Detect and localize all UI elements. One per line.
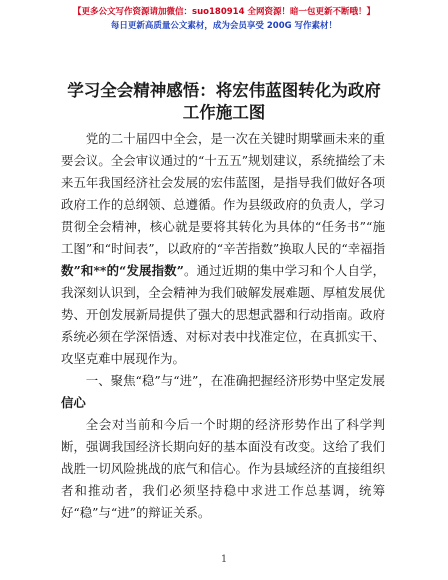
section-heading-1-text: 一、聚焦“稳”与“进”，在准确把握经济形势中坚定发展 [85, 373, 385, 388]
paragraph-1-text-b: 。通过近期的集中学习和个人自学，我深刻认识到，全会精神为我们破解发展难题、厚植发展优势、开创发展新局提供了强大的思想武器和行动指南。政府系统必须在学深悟透、对标对表中找准定位，在真抓实干、攻坚克难中展现作为。 [61, 263, 385, 366]
paragraph-1 [61, 128, 385, 370]
paragraph-1-bold-text: 数”和**的“发展指数” [61, 263, 184, 278]
promo-banner-line2: 每日更新高质量公文素材，成为会员享受 200G 写作素材！ [110, 21, 338, 31]
promo-banner-line1: 【更多公文写作资源请加微信：suo180914 全网资源！暗一包更新不断哦！】 [73, 7, 375, 17]
document-title: 学习全会精神感悟：将宏伟蓝图转化为政府工作施工图 [67, 81, 381, 122]
document-body [61, 128, 385, 524]
section-heading-1 [61, 370, 385, 414]
paragraph-1-text-a: 党的二十届四中全会，是一次在关键时期擘画未来的重要会议。全会审议通过的“十五五”规划建议，系统描绘了未来五年我国经济社会发展的宏伟蓝图，是指导我们做好各项政府工作的总纲领、总遵循。作为县级政府的负责人，学习贯彻全会精神，核心就是要将其转化为具体的“任务书”“施工图”和“时间表”，以政府的“辛苦指数”换取人民的“幸福指 [61, 131, 385, 256]
page-number: 1 [220, 554, 228, 565]
paragraph-2: 全会对当前和今后一个时期的经济形势作出了科学判断，强调我国经济长期向好的基本面没有改变。这给了我们战胜一切风险挑战的底气和信心。作为县域经济的直接组织者和推动者，我们必须坚持稳中求进工作总基调，统筹好“稳”与“进”的辩证关系。 [61, 417, 385, 520]
section-heading-1-bold-text: 信心 [61, 395, 86, 410]
